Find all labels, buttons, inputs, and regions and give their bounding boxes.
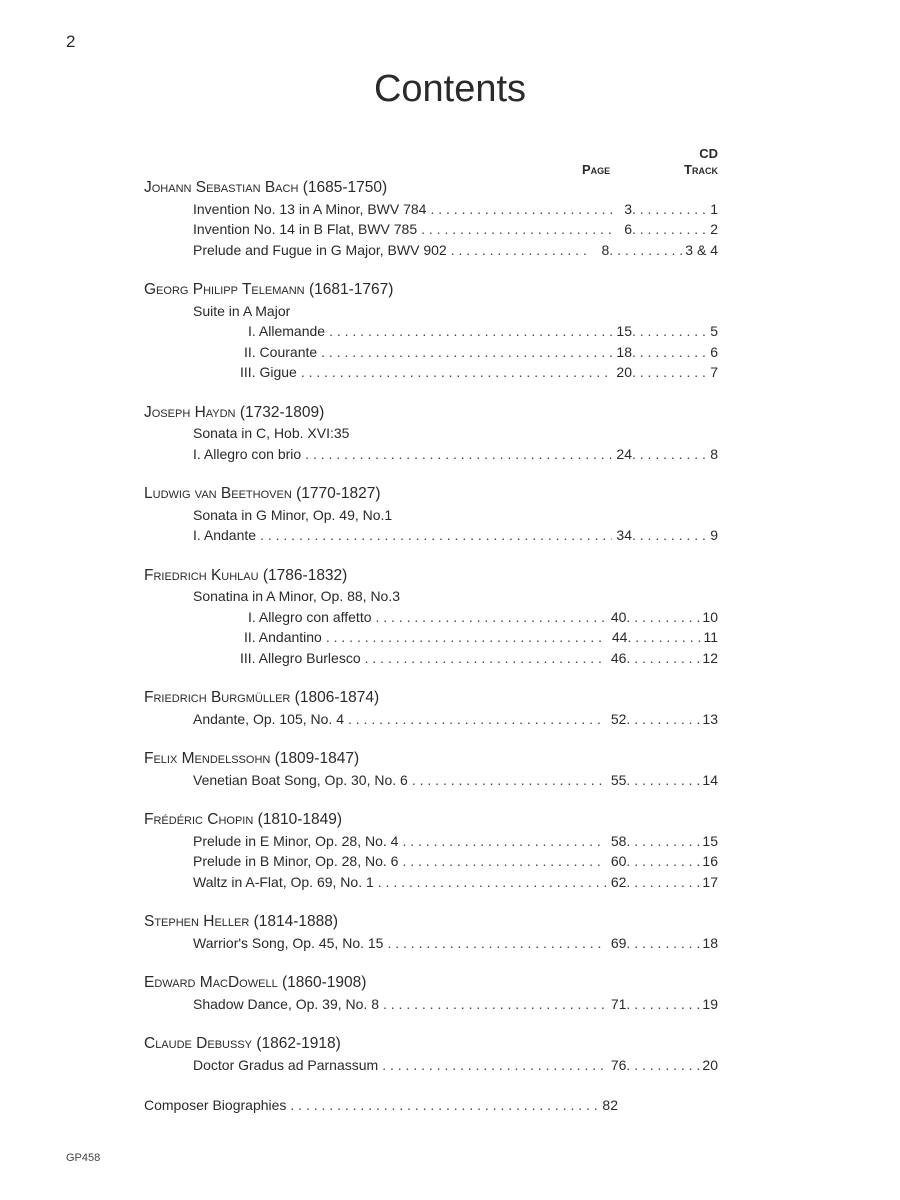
composer-dates: (1806-1874) (294, 689, 380, 706)
dot-leader (321, 342, 612, 362)
dot-leader (632, 362, 708, 382)
entry-cd-track: 8 (710, 445, 718, 462)
dot-leader (260, 525, 612, 545)
entry-title: I. Allegro con brio (193, 444, 305, 464)
toc-entry (193, 933, 718, 953)
entry-page-number: 3 (624, 200, 632, 217)
dot-leader (421, 219, 612, 239)
toc-entry (248, 607, 718, 627)
dot-leader (402, 831, 606, 851)
dot-leader (626, 994, 702, 1014)
entry-title: II. Andantino (244, 627, 326, 647)
toc-entry (193, 851, 718, 871)
toc-entry (248, 321, 718, 341)
entry-title: Doctor Gradus ad Parnassum (193, 1055, 382, 1075)
entry-cd-track: 3 & 4 (685, 241, 718, 258)
dot-leader (609, 240, 685, 260)
toc-entry (193, 525, 718, 545)
toc-entry (244, 627, 718, 647)
composer-heading (144, 749, 359, 769)
catalog-code: GP458 (66, 1152, 101, 1164)
dot-leader (326, 627, 608, 647)
dot-leader (451, 240, 590, 260)
dot-leader (632, 525, 708, 545)
toc-entry (240, 648, 718, 668)
toc-entry (193, 1055, 718, 1075)
entry-page-number: 52 (610, 710, 627, 727)
composer-heading (144, 912, 338, 932)
composer-dates: (1770-1827) (296, 485, 381, 502)
entry-title: Warrior's Song, Op. 45, No. 15 (193, 933, 387, 953)
dot-leader (632, 342, 708, 362)
entry-title: Prelude in B Minor, Op. 28, No. 6 (193, 851, 402, 871)
entry-title: III. Allegro Burlesco (240, 648, 365, 668)
cd-track-column-header (684, 146, 718, 178)
entry-cd-track: 9 (710, 527, 718, 543)
entry-title: I. Allegro con affetto (248, 607, 376, 627)
composer-name: Ludwig van Beethoven (144, 485, 292, 502)
composer-dates: (1681-1767) (308, 281, 394, 298)
dot-leader (626, 933, 702, 953)
toc-entry (244, 342, 718, 362)
entry-page-number: 55 (610, 771, 627, 788)
dot-leader (402, 851, 606, 871)
entry-page-number: 20 (616, 364, 632, 380)
dot-leader (430, 199, 612, 219)
entry-page-number: 34 (616, 527, 632, 543)
toc-entry (193, 994, 718, 1014)
entry-cd-track: 11 (703, 629, 718, 645)
composer-dates: (1809-1847) (274, 750, 360, 767)
entry-page-number: 40 (610, 608, 627, 625)
composer-name: Joseph Haydn (144, 403, 236, 421)
composer-heading (144, 810, 342, 830)
entry-title: I. Allemande (248, 321, 329, 341)
entry-cd-track: 15 (702, 832, 718, 849)
entry-title: Invention No. 14 in B Flat, BWV 785 (193, 219, 421, 239)
dot-leader (290, 1095, 598, 1115)
dot-leader (365, 648, 607, 668)
entry-cd-track: 5 (710, 323, 718, 339)
entry-cd-track: 2 (710, 221, 718, 237)
composer-heading (144, 484, 381, 504)
entry-cd-track: 13 (702, 710, 718, 727)
dot-leader (626, 709, 702, 729)
dot-leader (632, 444, 708, 464)
dot-leader (632, 219, 708, 239)
entry-title: Prelude and Fugue in G Major, BWV 902 (193, 240, 451, 260)
composer-dates: (1814-1888) (253, 913, 339, 930)
toc-entry (144, 1095, 618, 1115)
entry-page-number: 18 (616, 343, 632, 360)
entry-title: Waltz in A-Flat, Op. 69, No. 1 (193, 872, 378, 892)
work-title: Sonata in G Minor, Op. 49, No.1 (193, 506, 393, 523)
composer-name: Claude Debussy (144, 1035, 253, 1052)
entry-title: III. Gigue (240, 362, 301, 382)
dot-leader (626, 607, 702, 627)
page-title: Contents (373, 68, 527, 110)
entry-cd-track: 12 (702, 649, 718, 666)
dot-leader (376, 607, 607, 627)
entry-page-number: 15 (616, 323, 632, 339)
composer-heading (144, 178, 387, 198)
composer-dates: (1810-1849) (257, 811, 343, 828)
entry-title: Composer Biographies (144, 1095, 290, 1115)
cd-header-line: CD (699, 146, 718, 161)
dot-leader (627, 627, 703, 647)
dot-leader (626, 1055, 702, 1075)
composer-dates: (1860-1908) (282, 974, 367, 991)
entry-page-number: 44 (611, 629, 628, 645)
entry-cd-track: 19 (702, 995, 718, 1012)
entry-title: Invention No. 13 in A Minor, BWV 784 (193, 199, 430, 219)
entry-page-number: 69 (610, 934, 627, 951)
entry-page-number: 24 (616, 445, 632, 462)
dot-leader (626, 770, 702, 790)
entry-cd-track: 20 (702, 1056, 718, 1073)
entry-cd-track: 10 (702, 608, 718, 625)
composer-name: Frédéric Chopin (144, 811, 254, 828)
entry-page-number: 8 (601, 241, 610, 258)
entry-title: Prelude in E Minor, Op. 28, No. 4 (193, 831, 402, 851)
entry-title: Venetian Boat Song, Op. 30, No. 6 (193, 770, 412, 790)
track-header-line: Track (684, 162, 718, 177)
composer-name: Johann Sebastian Bach (144, 179, 299, 196)
entry-cd-track: 6 (710, 343, 718, 360)
entry-page-number: 62 (610, 873, 627, 890)
composer-dates: (1862-1918) (256, 1035, 341, 1052)
toc-entry (193, 444, 718, 464)
dot-leader (378, 872, 607, 892)
toc-entry (193, 240, 718, 260)
entry-page-number: 82 (602, 1097, 618, 1113)
entry-page-number: 76 (610, 1056, 627, 1073)
composer-heading (144, 688, 379, 708)
entry-cd-track: 7 (710, 364, 718, 380)
toc-entry (240, 362, 718, 382)
dot-leader (626, 648, 702, 668)
composer-dates: (1786-1832) (262, 566, 348, 584)
entry-page-number: 58 (610, 832, 627, 849)
composer-dates: (1685-1750) (302, 179, 388, 196)
composer-heading (144, 973, 366, 993)
composer-heading (144, 280, 393, 300)
entry-title: Andante, Op. 105, No. 4 (193, 709, 348, 729)
work-title: Sonatina in A Minor, Op. 88, No.3 (193, 588, 401, 604)
entry-title: I. Andante (193, 525, 260, 545)
dot-leader (412, 770, 607, 790)
entry-cd-track: 18 (702, 934, 718, 951)
work-title: Suite in A Major (193, 302, 291, 319)
toc-entry (193, 219, 718, 239)
composer-dates: (1732-1809) (239, 403, 325, 421)
dot-leader (632, 199, 708, 219)
composer-heading (144, 1034, 341, 1054)
dot-leader (387, 933, 606, 953)
toc-entry (193, 831, 718, 851)
dot-leader (305, 444, 612, 464)
dot-leader (632, 321, 708, 341)
toc-entry (193, 199, 718, 219)
composer-name: Felix Mendelssohn (144, 750, 271, 767)
composer-name: Georg Philipp Telemann (144, 281, 305, 298)
composer-heading (144, 403, 324, 423)
composer-name: Friedrich Burgmüller (144, 689, 291, 706)
dot-leader (383, 994, 606, 1014)
dot-leader (301, 362, 612, 382)
page-number: 2 (66, 32, 76, 51)
dot-leader (348, 709, 606, 729)
entry-cd-track: 16 (702, 853, 718, 869)
dot-leader (382, 1055, 606, 1075)
dot-leader (626, 851, 702, 871)
toc-entry (193, 872, 718, 892)
dot-leader (626, 831, 702, 851)
page-column-header: Page (582, 162, 611, 177)
dot-leader (329, 321, 612, 341)
entry-page-number: 71 (610, 995, 627, 1012)
composer-name: Edward MacDowell (144, 974, 278, 991)
entry-title: II. Courante (244, 342, 321, 362)
toc-entry (193, 709, 718, 729)
composer-name: Friedrich Kuhlau (144, 566, 259, 584)
entry-page-number: 6 (624, 221, 632, 237)
entry-cd-track: 1 (710, 200, 718, 217)
entry-cd-track: 17 (702, 873, 718, 890)
composer-heading (144, 566, 347, 586)
entry-title: Shadow Dance, Op. 39, No. 8 (193, 994, 383, 1014)
entry-page-number: 60 (610, 853, 627, 869)
toc-entry (193, 770, 718, 790)
composer-name: Stephen Heller (144, 913, 250, 930)
work-title: Sonata in C, Hob. XVI:35 (193, 425, 350, 441)
dot-leader (626, 872, 702, 892)
entry-cd-track: 14 (702, 771, 718, 788)
entry-page-number: 46 (610, 649, 627, 666)
